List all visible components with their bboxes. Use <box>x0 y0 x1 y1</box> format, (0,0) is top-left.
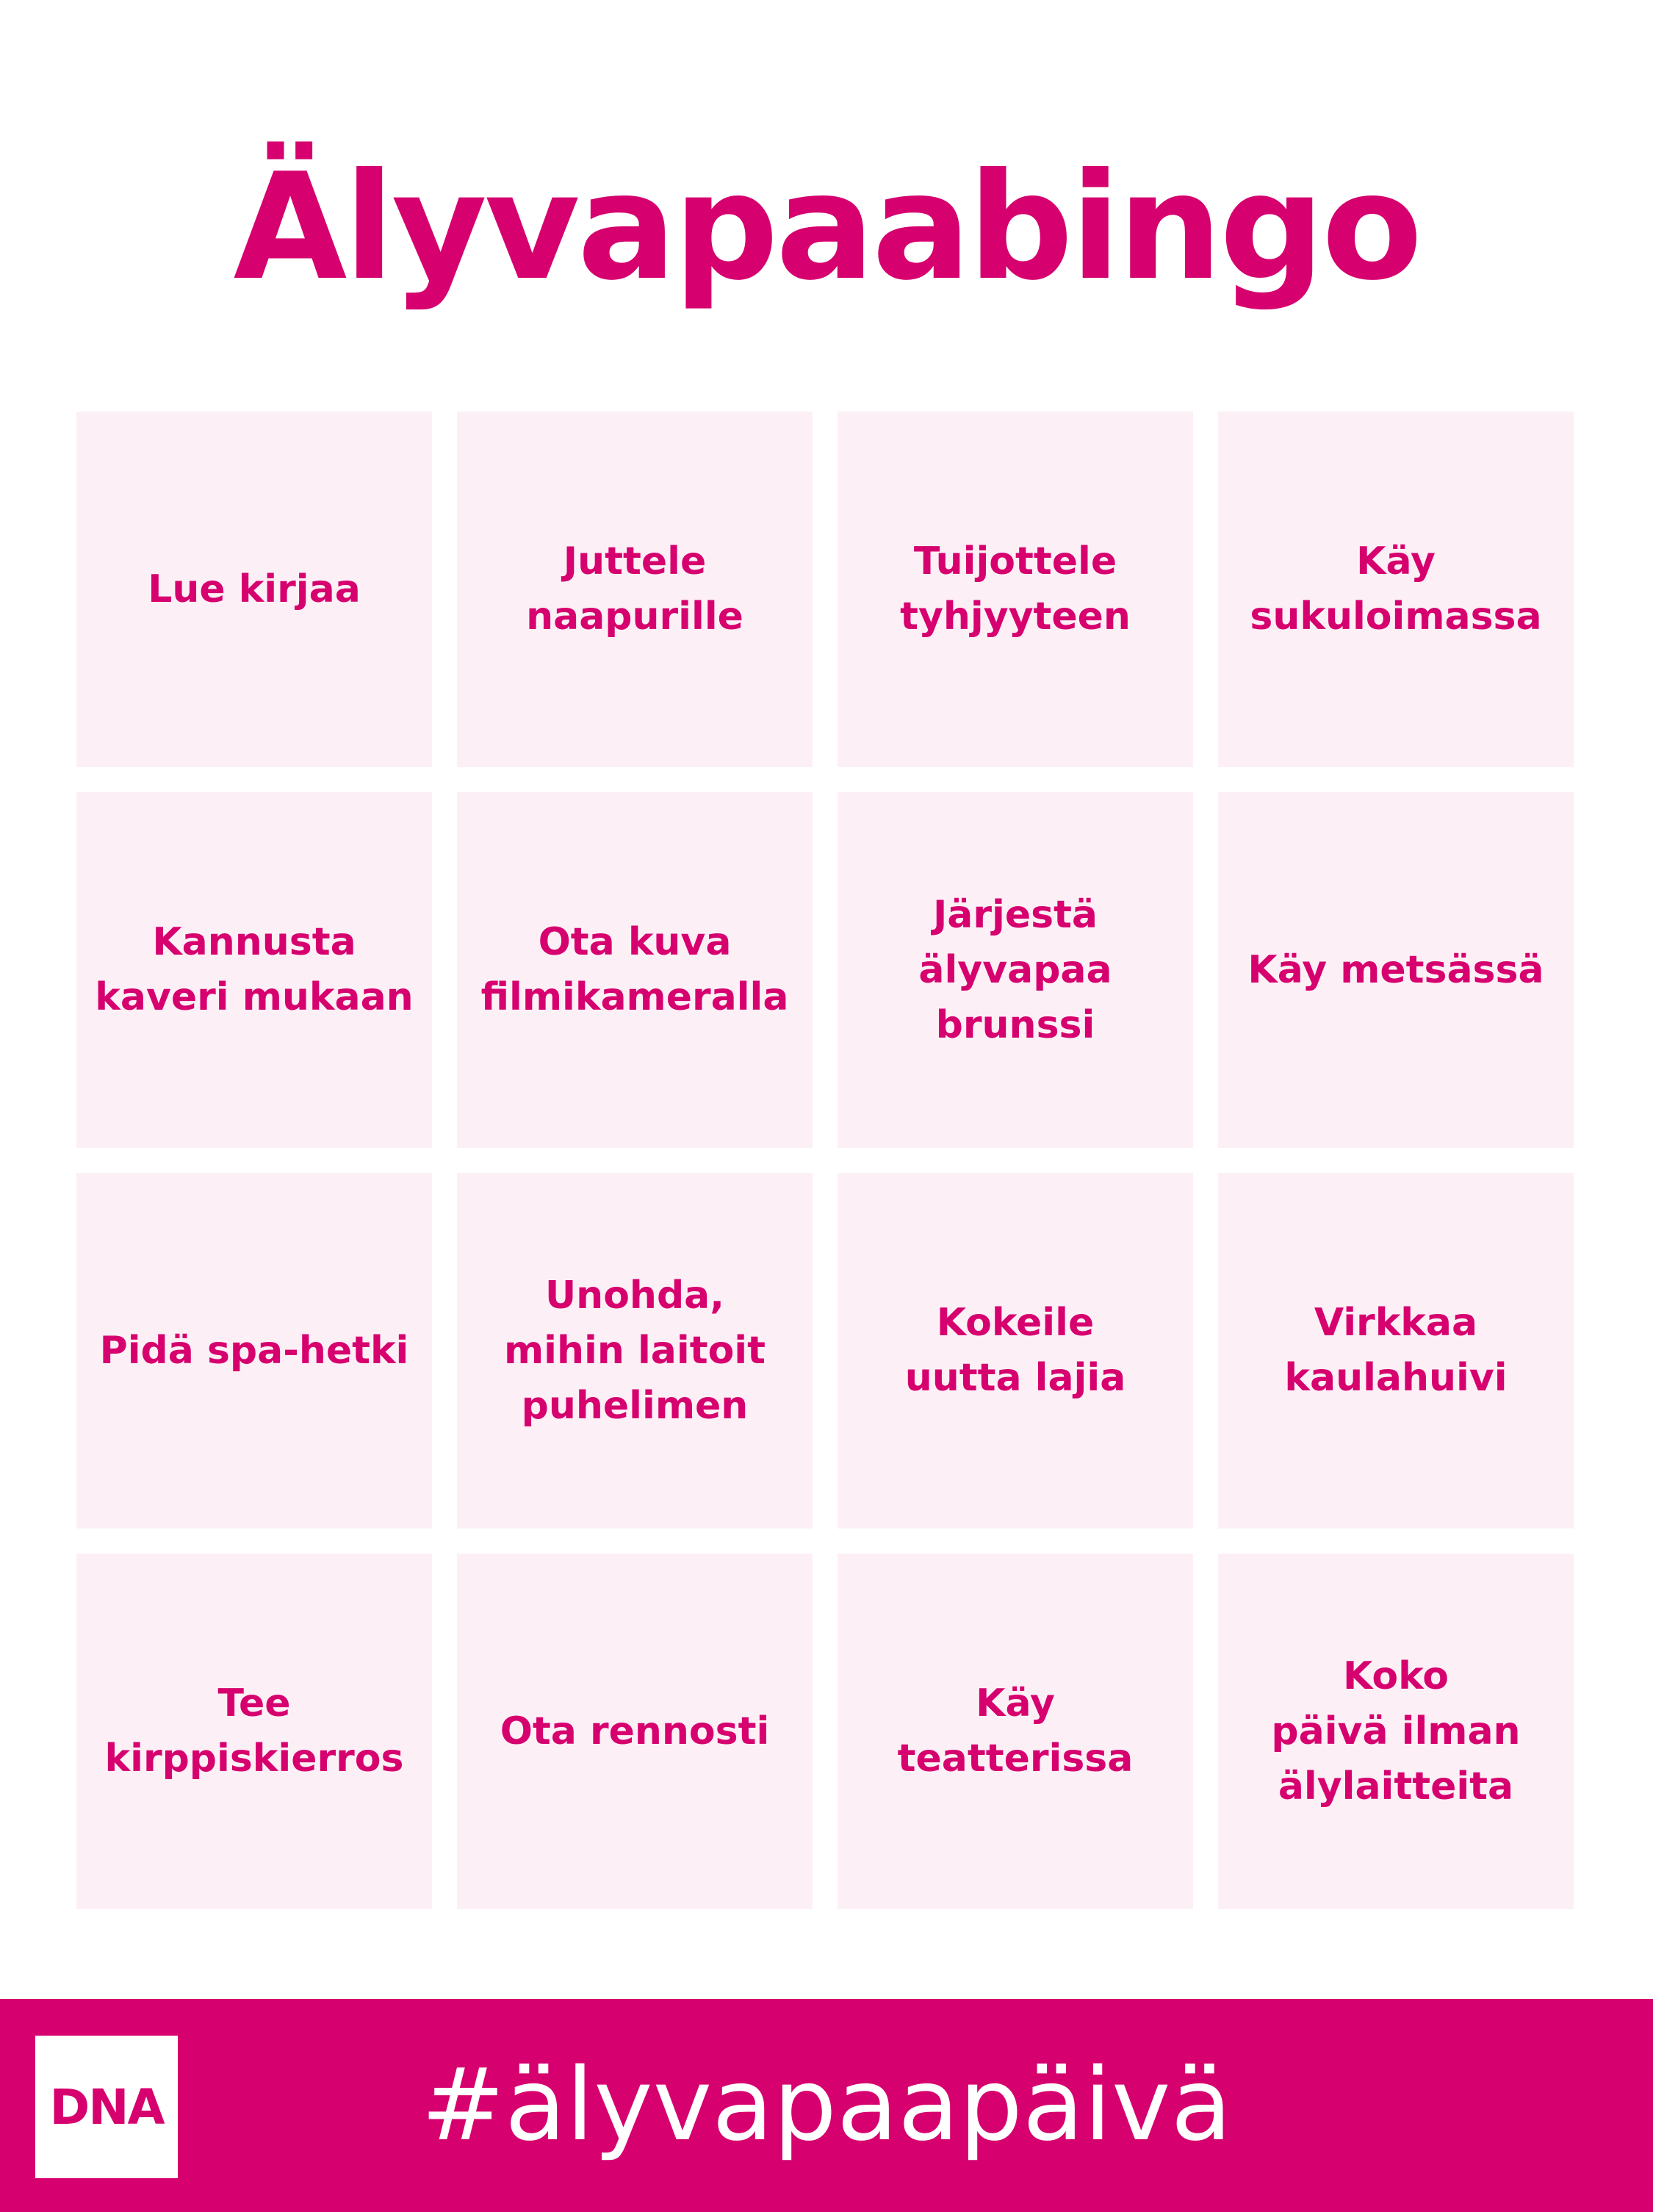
dna-logo-text: DNA <box>49 2078 164 2136</box>
bingo-cell-label: Käy sukuloimassa <box>1250 539 1542 639</box>
bingo-cell-label: Käy teatterissa <box>897 1681 1134 1781</box>
bingo-cell-label: Ota kuva filmikameralla <box>480 920 789 1019</box>
bingo-cell-label: Kannusta kaveri mukaan <box>95 920 414 1019</box>
bingo-cell-label: Kokeile uutta lajia <box>904 1301 1126 1400</box>
bingo-cell <box>1218 1173 1574 1529</box>
bingo-cell-label: Järjestä älyvapaa brunssi <box>918 892 1112 1047</box>
bingo-cell <box>838 412 1193 767</box>
bingo-cell-label: Juttele naapurille <box>526 539 743 639</box>
bingo-cell-label: Ota rennosti <box>500 1709 770 1753</box>
bingo-cell <box>76 792 432 1148</box>
bingo-cell <box>838 1173 1193 1529</box>
bingo-cell-label: Käy metsässä <box>1247 947 1544 992</box>
page-title: Älyvapaabingo <box>233 142 1420 313</box>
bingo-cell <box>838 792 1193 1148</box>
bingo-cell-label: Virkkaa kaulahuivi <box>1284 1301 1508 1400</box>
bingo-cell-label: Tee kirppiskierros <box>104 1681 404 1781</box>
bingo-cell <box>76 1173 432 1529</box>
bingo-cell <box>76 412 432 767</box>
bingo-cell-label: Pidä spa-hetki <box>99 1328 409 1373</box>
bingo-cell-label: Lue kirjaa <box>148 567 361 611</box>
bingo-cell <box>76 1554 432 1909</box>
hashtag-text: #älyvapaapäivä <box>421 2047 1232 2163</box>
bingo-cell-label: Tuijottele tyhjyyteen <box>900 539 1131 639</box>
bingo-grid <box>76 412 1575 1909</box>
bingo-cell-label: Koko päivä ilman älylaitteita <box>1271 1653 1521 1809</box>
bingo-cell-label: Unohda, mihin laitoit puhelimen <box>504 1273 766 1428</box>
bingo-cell <box>1218 412 1574 767</box>
footer-banner <box>0 1999 1653 2212</box>
bingo-cell <box>457 412 813 767</box>
bingo-cell <box>457 792 813 1148</box>
bingo-cell <box>838 1554 1193 1909</box>
bingo-cell <box>1218 792 1574 1148</box>
bingo-cell <box>1218 1554 1574 1909</box>
bingo-cell <box>457 1554 813 1909</box>
bingo-cell <box>457 1173 813 1529</box>
